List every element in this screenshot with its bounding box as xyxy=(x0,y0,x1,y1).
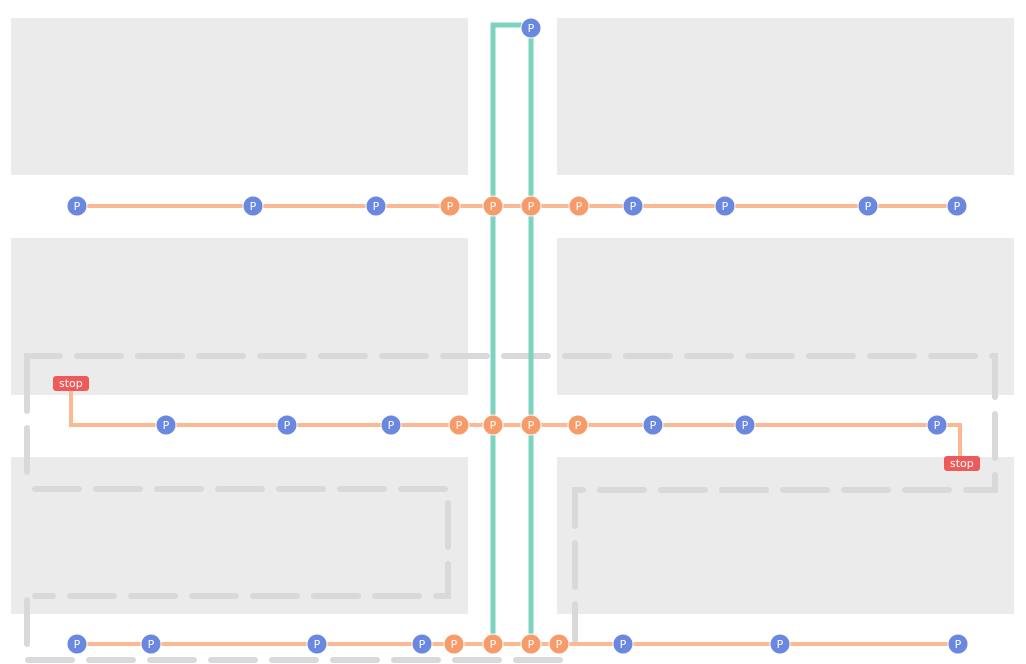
parking-marker-label: P xyxy=(73,638,81,651)
parking-marker[interactable] xyxy=(483,415,503,435)
parking-marker-label: P xyxy=(249,200,257,213)
parking-marker-label: P xyxy=(629,200,637,213)
parking-marker[interactable] xyxy=(948,634,968,654)
parking-marker[interactable] xyxy=(483,634,503,654)
parking-marker[interactable] xyxy=(366,196,386,216)
parking-marker-label: P xyxy=(489,200,497,213)
block-top-right xyxy=(557,18,1014,175)
parking-marker[interactable] xyxy=(858,196,878,216)
parking-marker-circle[interactable] xyxy=(381,415,401,435)
parking-marker-circle[interactable] xyxy=(521,634,541,654)
parking-marker-label: P xyxy=(455,419,463,432)
parking-marker-label: P xyxy=(418,638,426,651)
parking-marker-label: P xyxy=(73,200,81,213)
parking-marker-circle[interactable] xyxy=(483,196,503,216)
parking-marker[interactable] xyxy=(412,634,432,654)
parking-marker-label: P xyxy=(372,200,380,213)
parking-marker[interactable] xyxy=(770,634,790,654)
parking-marker-label: P xyxy=(933,419,941,432)
parking-marker[interactable] xyxy=(444,634,464,654)
parking-marker-label: P xyxy=(450,638,458,651)
parking-marker-label: P xyxy=(776,638,784,651)
block-middle-left xyxy=(11,238,468,395)
parking-marker-circle[interactable] xyxy=(521,196,541,216)
parking-marker-label: P xyxy=(721,200,729,213)
parking-marker[interactable] xyxy=(623,196,643,216)
parking-marker[interactable] xyxy=(569,196,589,216)
parking-marker[interactable] xyxy=(277,415,297,435)
city-blocks xyxy=(11,18,1014,614)
parking-marker-circle[interactable] xyxy=(947,196,967,216)
parking-marker[interactable] xyxy=(483,196,503,216)
parking-marker-label: P xyxy=(649,419,657,432)
parking-marker-circle[interactable] xyxy=(444,634,464,654)
parking-marker-label: P xyxy=(527,200,535,213)
parking-marker-label: P xyxy=(574,419,582,432)
parking-marker-circle[interactable] xyxy=(243,196,263,216)
block-bottom-right xyxy=(557,457,1014,614)
route-row-middle xyxy=(71,390,960,462)
parking-marker-circle[interactable] xyxy=(569,196,589,216)
parking-marker[interactable] xyxy=(521,634,541,654)
parking-marker-label: P xyxy=(555,638,563,651)
stop-label-right[interactable]: stop xyxy=(944,456,980,471)
parking-marker[interactable] xyxy=(521,18,541,38)
parking-marker[interactable] xyxy=(67,634,87,654)
parking-marker-label: P xyxy=(954,638,962,651)
parking-marker-label: P xyxy=(283,419,291,432)
stop-label-left[interactable]: stop xyxy=(53,376,89,391)
parking-marker-circle[interactable] xyxy=(568,415,588,435)
parking-marker[interactable] xyxy=(521,196,541,216)
parking-marker[interactable] xyxy=(156,415,176,435)
parking-marker-label: P xyxy=(162,419,170,432)
parking-marker-circle[interactable] xyxy=(927,415,947,435)
parking-marker-label: P xyxy=(741,419,749,432)
parking-marker-circle[interactable] xyxy=(521,18,541,38)
parking-marker[interactable] xyxy=(715,196,735,216)
parking-marker[interactable] xyxy=(947,196,967,216)
parking-marker-label: P xyxy=(953,200,961,213)
parking-marker-label: P xyxy=(619,638,627,651)
parking-marker-label: P xyxy=(527,638,535,651)
parking-marker-circle[interactable] xyxy=(277,415,297,435)
parking-marker[interactable] xyxy=(521,415,541,435)
parking-marker-label: P xyxy=(527,22,535,35)
parking-marker-circle[interactable] xyxy=(156,415,176,435)
parking-marker-label: P xyxy=(387,419,395,432)
parking-marker-circle[interactable] xyxy=(623,196,643,216)
parking-marker[interactable] xyxy=(307,634,327,654)
parking-marker[interactable] xyxy=(927,415,947,435)
parking-marker-circle[interactable] xyxy=(67,634,87,654)
parking-marker[interactable] xyxy=(381,415,401,435)
parking-marker[interactable] xyxy=(67,196,87,216)
parking-marker[interactable] xyxy=(643,415,663,435)
parking-marker-circle[interactable] xyxy=(735,415,755,435)
parking-marker-circle[interactable] xyxy=(858,196,878,216)
parking-marker-label: P xyxy=(446,200,454,213)
parking-marker-label: P xyxy=(313,638,321,651)
parking-marker[interactable] xyxy=(549,634,569,654)
parking-marker-circle[interactable] xyxy=(307,634,327,654)
parking-marker-circle[interactable] xyxy=(67,196,87,216)
parking-marker-circle[interactable] xyxy=(549,634,569,654)
route-vertical-green xyxy=(493,25,531,644)
parking-marker-circle[interactable] xyxy=(440,196,460,216)
parking-marker-circle[interactable] xyxy=(366,196,386,216)
parking-marker-label: P xyxy=(864,200,872,213)
parking-marker-circle[interactable] xyxy=(483,415,503,435)
parking-marker-label: P xyxy=(575,200,583,213)
parking-marker[interactable] xyxy=(449,415,469,435)
parking-marker-label: P xyxy=(489,419,497,432)
parking-marker-circle[interactable] xyxy=(483,634,503,654)
parking-marker-circle[interactable] xyxy=(449,415,469,435)
block-middle-right xyxy=(557,238,1014,395)
parking-marker[interactable] xyxy=(613,634,633,654)
parking-marker[interactable] xyxy=(141,634,161,654)
parking-marker-label: P xyxy=(489,638,497,651)
parking-marker-circle[interactable] xyxy=(521,415,541,435)
parking-marker-circle[interactable] xyxy=(412,634,432,654)
block-bottom-left xyxy=(11,457,468,614)
parking-marker-circle[interactable] xyxy=(643,415,663,435)
parking-marker-circle[interactable] xyxy=(948,634,968,654)
parking-marker-circle[interactable] xyxy=(613,634,633,654)
parking-marker-label: P xyxy=(147,638,155,651)
parking-marker-circle[interactable] xyxy=(770,634,790,654)
block-top-left xyxy=(11,18,468,175)
parking-marker[interactable] xyxy=(440,196,460,216)
parking-marker[interactable] xyxy=(243,196,263,216)
parking-marker[interactable] xyxy=(735,415,755,435)
parking-marker-circle[interactable] xyxy=(715,196,735,216)
parking-marker-label: P xyxy=(527,419,535,432)
parking-marker[interactable] xyxy=(568,415,588,435)
parking-marker-circle[interactable] xyxy=(141,634,161,654)
